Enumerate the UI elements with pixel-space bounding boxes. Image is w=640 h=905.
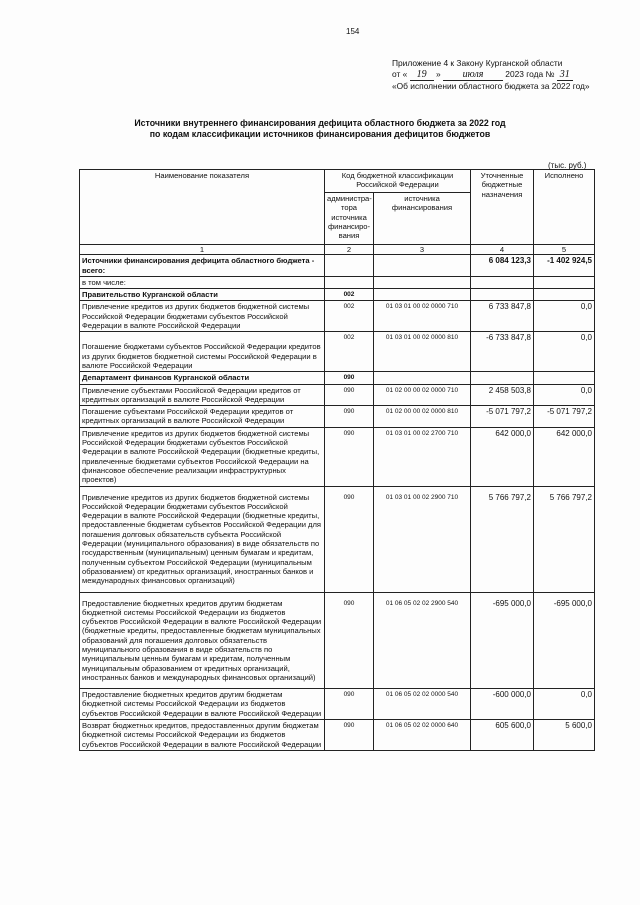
row-planned: 2 458 503,8 (471, 384, 534, 406)
row-name: Возврат бюджетных кредитов, предоставленных другим бюджетам бюджетной системы Российской Федерации из бюджетов субъектов Российской Федерации в валюте Российской Федерации (80, 720, 325, 751)
row-planned: 6 733 847,8 (471, 301, 534, 332)
appendix-header (392, 58, 590, 92)
row-executed: 5 600,0 (534, 720, 595, 751)
header-source: источника финансирования (374, 193, 471, 245)
row-name: Источники финансирования дефицита областного бюджета - всего: (80, 255, 325, 277)
row-name: Привлечение субъектами Российской Федерации кредитов от кредитных организаций в валюте Российской Федерации (80, 384, 325, 406)
row-planned: 605 600,0 (471, 720, 534, 751)
row-admin-code: 090 (325, 720, 374, 751)
header-name: Наименование показателя (80, 170, 325, 245)
appendix-line-3: «Об исполнении областного бюджета за 2022 год» (392, 81, 590, 91)
row-source-code: 01 06 05 02 02 2900 540 (374, 592, 471, 689)
row-name: Департамент финансов Курганской области (80, 372, 325, 384)
table-row (80, 301, 595, 332)
row-admin-code (325, 276, 374, 288)
row-name: в том числе: (80, 276, 325, 288)
row-planned: -5 071 797,2 (471, 406, 534, 428)
row-name: Предоставление бюджетных кредитов другим бюджетам бюджетной системы Российской Федерации из бюджетов субъектов Российской Федерации в валюте Российской Федерации (80, 689, 325, 720)
row-source-code: 01 02 00 00 02 0000 810 (374, 406, 471, 428)
row-admin-code: 002 (325, 332, 374, 372)
header-executed: Исполнено (534, 170, 595, 245)
row-executed (534, 289, 595, 301)
row-source-code: 01 03 01 00 02 2900 710 (374, 486, 471, 592)
row-executed: 642 000,0 (534, 427, 595, 486)
row-admin-code: 002 (325, 301, 374, 332)
row-executed: -5 071 797,2 (534, 406, 595, 428)
table-row (80, 372, 595, 384)
row-source-code: 01 02 00 00 02 0000 710 (374, 384, 471, 406)
row-planned (471, 289, 534, 301)
title-line-1: Источники внутреннего финансирования дефицита областного бюджета за 2022 год (134, 118, 506, 128)
column-number: 3 (374, 245, 471, 255)
row-source-code (374, 276, 471, 288)
table-body (80, 255, 595, 751)
row-admin-code: 090 (325, 486, 374, 592)
row-executed: -1 402 924,5 (534, 255, 595, 277)
appendix-year: 2023 года № (505, 69, 555, 79)
appendix-number: 31 (557, 69, 573, 81)
document-title (0, 118, 640, 140)
row-executed: 0,0 (534, 301, 595, 332)
page-number: 154 (346, 27, 360, 36)
row-name: Правительство Курганской области (80, 289, 325, 301)
table-row (80, 427, 595, 486)
table-row (80, 720, 595, 751)
row-source-code: 01 03 01 00 02 0000 810 (374, 332, 471, 372)
table-row (80, 384, 595, 406)
row-executed: 0,0 (534, 384, 595, 406)
row-admin-code: 090 (325, 427, 374, 486)
table-row (80, 689, 595, 720)
row-name: Предоставление бюджетных кредитов другим бюджетам бюджетной системы Российской Федерации из бюджетов субъектов Российской Федерации в валюте Российской Федерации (бюджетные кредиты, предоставленные бюджетам муниципальных образований для погашения долговых обязательств муниципального образования в виде обязательств по муниципальным ценным бумагам и кредитам, полученным муниципальным образованием от кредитных организаций, иностранных банков и международных финансовых организаций) (80, 592, 325, 689)
column-number: 4 (471, 245, 534, 255)
row-admin-code: 090 (325, 689, 374, 720)
appendix-line-1: Приложение 4 к Закону Курганской области (392, 58, 563, 68)
row-admin-code: 090 (325, 384, 374, 406)
row-source-code: 01 06 05 02 02 0000 540 (374, 689, 471, 720)
row-planned: 642 000,0 (471, 427, 534, 486)
appendix-line-2 (392, 69, 590, 81)
row-planned: -600 000,0 (471, 689, 534, 720)
table-row (80, 255, 595, 277)
quote-close: » (435, 69, 441, 79)
row-executed: 0,0 (534, 332, 595, 372)
row-admin-code: 002 (325, 289, 374, 301)
row-name: Привлечение кредитов из других бюджетов бюджетной системы Российской Федерации бюджетами субъектов Российской Федерации в валюте Российской Федерации (бюджетные кредиты, привлеченные бюджетами субъектов Российской Федерации на финансовое обеспечение реализации инфраструктурных проектов) (80, 427, 325, 486)
row-source-code (374, 255, 471, 277)
row-admin-code: 090 (325, 372, 374, 384)
row-executed: 5 766 797,2 (534, 486, 595, 592)
row-executed: 0,0 (534, 689, 595, 720)
row-executed: -695 000,0 (534, 592, 595, 689)
row-admin-code: 090 (325, 592, 374, 689)
row-name: Погашение бюджетами субъектов Российской Федерации кредитов из других бюджетов бюджетной системы Российской Федерации в валюте Российской Федерации (80, 332, 325, 372)
row-name: Привлечение кредитов из других бюджетов бюджетной системы Российской Федерации бюджетами субъектов Российской Федерации в валюте Российской Федерации (80, 301, 325, 332)
row-planned (471, 276, 534, 288)
title-line-2: по кодам классификации источников финансирования дефицитов бюджетов (149, 129, 491, 139)
row-executed (534, 372, 595, 384)
row-source-code (374, 372, 471, 384)
row-planned: -695 000,0 (471, 592, 534, 689)
table-row (80, 332, 595, 372)
appendix-from: от (392, 69, 401, 79)
row-planned: 5 766 797,2 (471, 486, 534, 592)
header-admin: администра-тора источника финансиро-вания (325, 193, 374, 245)
row-planned: -6 733 847,8 (471, 332, 534, 372)
appendix-month: июля (443, 69, 503, 81)
column-number: 2 (325, 245, 374, 255)
row-source-code (374, 289, 471, 301)
row-admin-code: 090 (325, 406, 374, 428)
header-planned: Уточненные бюджетные назначения (471, 170, 534, 245)
appendix-day: 19 (410, 69, 434, 81)
column-number: 5 (534, 245, 595, 255)
row-name: Погашение субъектами Российской Федерации кредитов от кредитных организаций в валюте Российской Федерации (80, 406, 325, 428)
column-number-row (80, 245, 595, 255)
units-label: (тыс. руб.) (548, 161, 587, 170)
table-row (80, 289, 595, 301)
row-planned: 6 084 123,3 (471, 255, 534, 277)
table-row (80, 486, 595, 592)
row-source-code: 01 06 05 02 02 0000 640 (374, 720, 471, 751)
table-row (80, 592, 595, 689)
column-number: 1 (80, 245, 325, 255)
row-source-code: 01 03 01 00 02 0000 710 (374, 301, 471, 332)
table-row (80, 276, 595, 288)
row-executed (534, 276, 595, 288)
table-row (80, 406, 595, 428)
row-admin-code (325, 255, 374, 277)
row-planned (471, 372, 534, 384)
financing-table (79, 169, 595, 751)
header-code-group: Код бюджетной классификации Российской Федерации (325, 170, 471, 193)
quote-open: « (402, 69, 408, 79)
row-source-code: 01 03 01 00 02 2700 710 (374, 427, 471, 486)
row-name: Привлечение кредитов из других бюджетов бюджетной системы Российской Федерации бюджетами субъектов Российской Федерации в валюте Российской Федерации (бюджетные кредиты, предоставленные бюджетам субъектов Российской Федерации для погашения долговых обязательств субъекта Российской Федерации (муниципального образования) в виде обязательств по государственным (муниципальным) ценным бумагам и кредитам, полученным субъектом Российской Федерации (муниципальным образованием) от кредитных организаций, иностранных банков и международных финансовых организаций) (80, 486, 325, 592)
